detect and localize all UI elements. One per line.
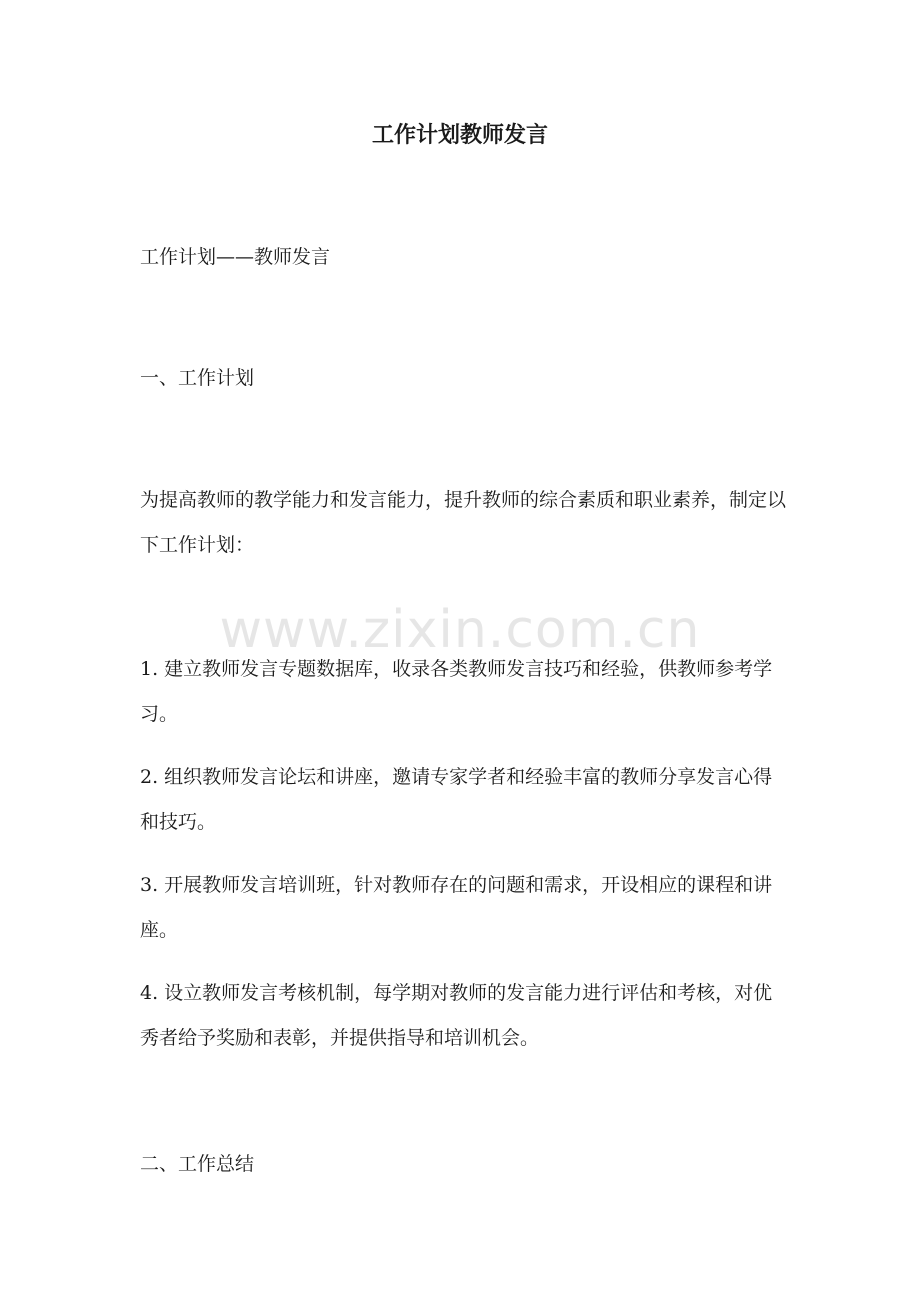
document-subtitle: 工作计划——教师发言 [140,246,331,268]
list-item-2: 2. 组织教师发言论坛和讲座，邀请专家学者和经验丰富的教师分享发言心得和技巧。 [140,766,773,833]
list-item-3: 3. 开展教师发言培训班，针对教师存在的问题和需求，开设相应的课程和讲座。 [140,874,773,941]
list-item-1: 1. 建立教师发言专题数据库，收录各类教师发言技巧和经验，供教师参考学习。 [140,658,773,725]
section-1-heading: 一、工作计划 [140,367,255,389]
list-item-4: 4. 设立教师发言考核机制，每学期对教师的发言能力进行评估和考核，对优秀者给予奖励和表彰，并提供指导和培训机会。 [140,982,773,1049]
intro-paragraph: 为提高教师的教学能力和发言能力，提升教师的综合素质和职业素养，制定以下工作计划： [140,489,787,556]
section-2-heading: 二、工作总结 [140,1153,255,1175]
page-title: 工作计划教师发言 [371,123,548,148]
watermark: www.zixin.com.cn [219,600,701,660]
